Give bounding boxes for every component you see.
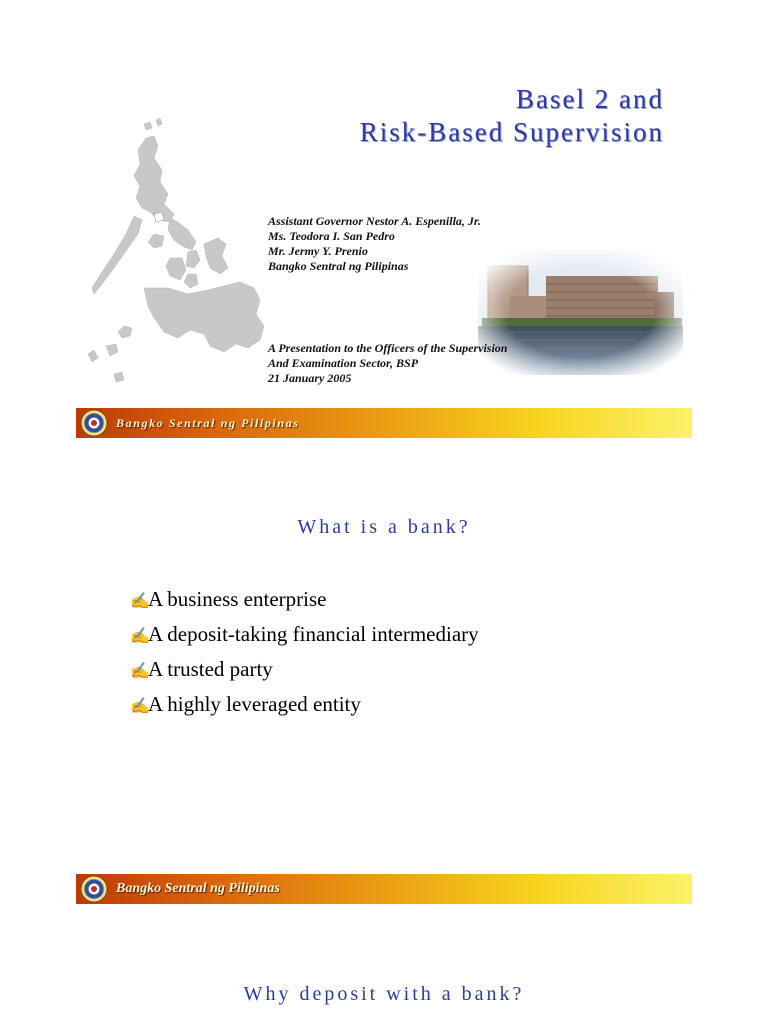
bullet-list [130,586,479,726]
bullet-text: A highly leveraged entity [148,692,361,716]
presentation-line: And Examination Sector, BSP [268,356,419,370]
bsp-seal-icon [80,875,108,903]
author-line: Mr. Jermy Y. Prenio [268,244,368,258]
author-list [268,214,481,274]
presentation-details [268,341,507,386]
slide-footer-bar [76,874,692,904]
writing-hand-icon: ✍ [130,663,150,680]
bsp-building-photo [478,250,683,375]
bsp-seal-icon [80,409,108,437]
writing-hand-icon: ✍ [130,698,150,715]
footer-label: Bangko Sentral ng Pilipinas [116,416,300,430]
presentation-date: 21 January 2005 [268,371,352,385]
slide-heading: Why deposit with a bank? [243,983,525,1005]
list-item [130,621,479,656]
writing-hand-icon: ✍ [130,593,150,610]
bullet-text: A deposit-taking financial intermediary [148,622,479,646]
slide-heading: What is a bank? [297,516,471,538]
philippines-map-icon [84,118,284,388]
author-line: Ms. Teodora I. San Pedro [268,229,395,243]
list-item [130,656,479,691]
list-item [130,691,479,726]
writing-hand-icon: ✍ [130,628,150,645]
slide-title-line-1: Basel 2 and [516,84,664,114]
author-line: Assistant Governor Nestor A. Espenilla, Jr. [268,214,481,228]
bullet-text: A business enterprise [148,587,327,611]
list-item [130,586,479,621]
author-line: Bangko Sentral ng Pilipinas [268,259,409,273]
footer-label: Bangko Sentral ng Pilipinas [116,881,280,896]
slide-title-line-2: Risk-Based Supervision [359,117,664,147]
bullet-text: A trusted party [148,657,273,681]
presentation-line: A Presentation to the Officers of the Supervision [268,341,508,355]
slide-footer-bar [76,408,692,438]
